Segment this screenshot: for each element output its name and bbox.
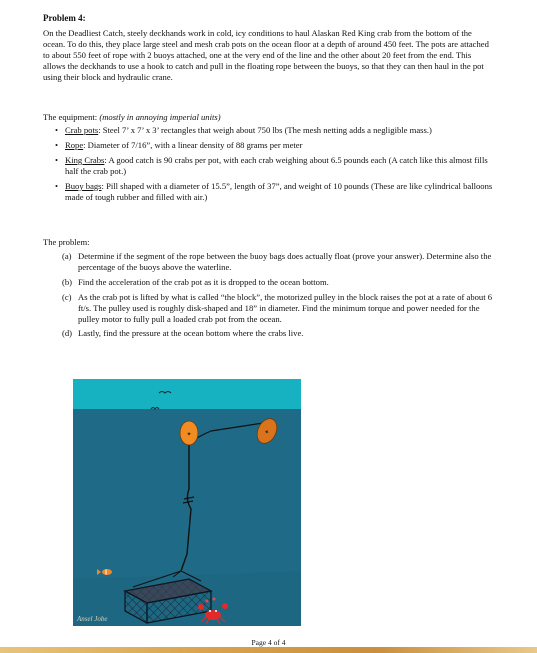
equipment-item: • Buoy bags: Pill shaped with a diameter of 15.5”, length of 37”, and weight of 10 pounds (These are like cylindrical balloons made of tough rubber and filled with air.)	[55, 180, 493, 202]
equipment-heading-label: The equipment:	[43, 112, 100, 122]
intro-text: On the Deadliest Catch, steely deckhands work in cold, icy conditions to haul Alaskan Red King crab from the bottom of the ocean. To do this, they place large steel and mesh crab pots on the ocean floor at a depth of around 450 feet. The pots are attached to about 550 feet of rope with 2 buoys attached, one at the very end of the line and the other about 20 feet from the end. This allows the deckhands to use a hook to catch and pull in the floating rope between the buoys, so that they can then haul in the pot using their block and hydraulic crane.	[43, 28, 489, 82]
problem-part-text: Lastly, find the pressure at the ocean bottom where the crabs live.	[78, 328, 304, 339]
problem-title: Problem 4:	[43, 13, 86, 23]
equipment-item: • Rope: Diameter of 7/16”, with a linear density of 88 grams per meter	[55, 139, 303, 150]
equipment-item-text: : A good catch is 90 crabs per pot, with each crab weighing about 6.5 pounds each (A catch like this almost fills half the crab pot.)	[65, 154, 488, 176]
problem-part-text: Determine if the segment of the rope between the buoy bags does actually float (prove your answer). Determine also the percentage of the buoys above the waterline.	[78, 251, 492, 272]
problem-part	[62, 251, 494, 273]
artist-signature: Ansel Jobe	[77, 615, 108, 623]
problem-heading: The problem:	[43, 237, 90, 247]
equipment-item: • King Crabs: A good catch is 90 crabs per pot, with each crab weighing about 6.5 pounds each (A catch like this almost fills half the crab pot.)	[55, 154, 488, 176]
crab-pot-illustration	[73, 379, 301, 626]
problem-part-text: As the crab pot is lifted by what is called “the block”, the motorized pulley in the block raises the pot at a rate of about 6 ft/s. The pulley used is roughly disk-shaped and 18” in diameter. Find the minimum torque and power needed for the pulley motor to fully pull a loaded crab pot from the ocean.	[78, 291, 493, 324]
equipment-item-name: Rope	[65, 139, 84, 150]
buoy-left-icon	[180, 421, 198, 445]
equipment-heading-note: (mostly in annoying imperial units)	[99, 112, 221, 122]
page-footer: Page 4 of 4	[251, 638, 286, 647]
equipment-heading	[43, 112, 221, 122]
problem-part-label: (b)	[62, 276, 73, 287]
problem-part	[62, 328, 494, 339]
equipment-item-text: : Diameter of 7/16”, with a linear density of 88 grams per meter	[83, 139, 303, 150]
problem-part-label: (d)	[62, 328, 73, 339]
problem-parts-list	[62, 251, 494, 343]
equipment-item: • Crab pots: Steel 7’ x 7’ x 3’ rectangles that weigh about 750 lbs (The mesh netting adds a negligible mass.)	[55, 125, 432, 135]
sky-band	[73, 379, 301, 409]
svg-text:✦: ✦	[262, 429, 270, 437]
problem-part	[62, 292, 494, 325]
problem-part	[62, 277, 494, 288]
equipment-list	[43, 125, 493, 206]
problem-part-label: (c)	[62, 291, 72, 302]
equipment-item-text: : Pill shaped with a diameter of 15.5”, length of 37”, and weight of 10 pounds (These are like cylindrical balloons made of tough rubber and filled with air.)	[65, 180, 493, 202]
bottom-color-bar	[0, 647, 537, 653]
problem-part-label: (a)	[62, 251, 72, 261]
equipment-item-name: Crab pots	[65, 125, 99, 135]
problem-part-text: Find the acceleration of the crab pot as it is dropped to the ocean bottom.	[78, 276, 329, 287]
equipment-item-name: Buoy bags	[65, 180, 102, 191]
equipment-item-text: : Steel 7’ x 7’ x 3’ rectangles that weigh about 750 lbs (The mesh netting adds a negligible mass.)	[98, 125, 432, 135]
svg-text:✦: ✦	[186, 432, 192, 438]
intro-paragraph	[43, 28, 495, 83]
equipment-item-name: King Crabs	[65, 154, 105, 165]
